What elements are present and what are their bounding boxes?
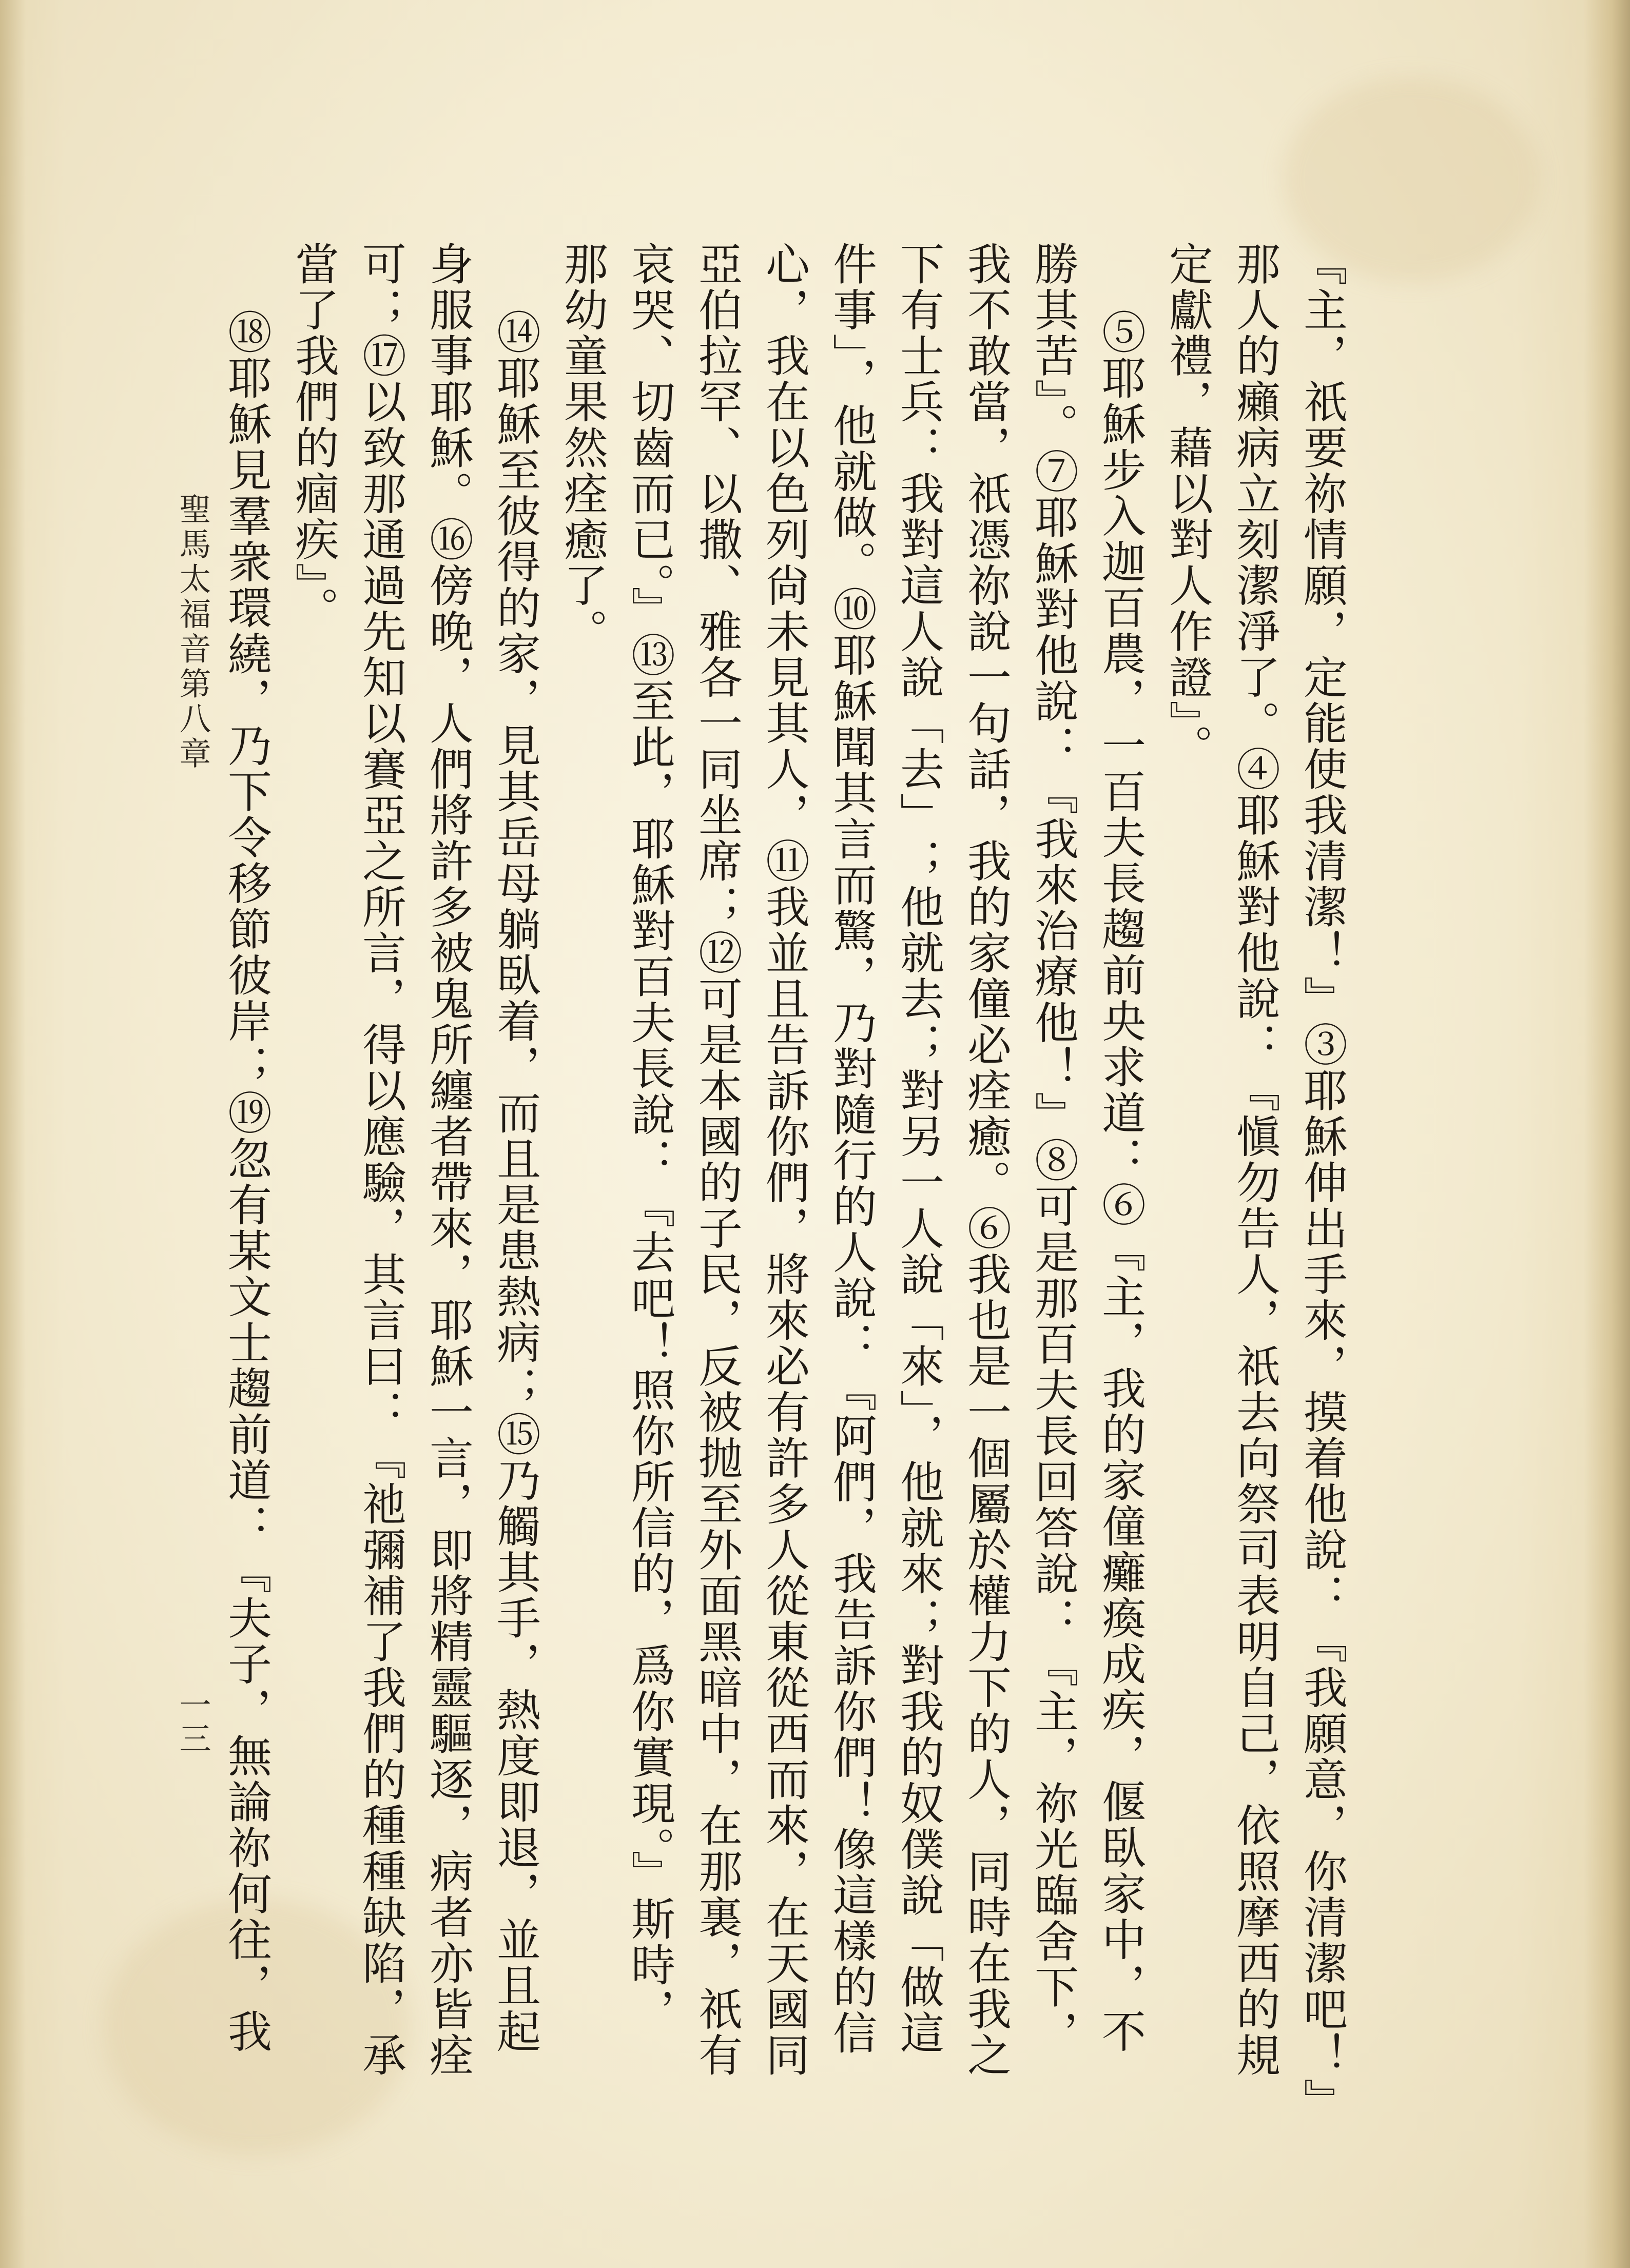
page-right-shadow <box>1584 0 1630 2268</box>
body-text <box>220 241 1355 2140</box>
chapter-label: 第八章 <box>174 667 211 772</box>
running-header <box>169 493 216 772</box>
text-column: 我不敢當，祇憑祢說一句話，我的家僮必痊癒。⑥我也是一個屬於權力下的人，同時在我之 <box>960 241 1011 2078</box>
text-column: 哀哭、切齒而已。』⑬至此，耶穌對百夫長說：『去吧！照你所信的，爲你實現。』斯時， <box>624 241 675 2034</box>
text-column: 勝其苦』。⑦耶穌對他說：『我來治療他！』⑧可是那百夫長回答說：『主，祢光臨舍下， <box>1027 241 1078 2056</box>
text-column: 心，我在以色列尙未見其人，⑪我並且告訴你們，將來必有許多人從東從西而來，在天國同 <box>758 241 809 2078</box>
text-column: 定獻禮，藉以對人作證』。 <box>1161 241 1213 770</box>
text-column: 下有士兵：我對這人說「去」；他就去；對另一人說「來」，他就來；對我的奴僕說「做這 <box>892 241 944 2056</box>
text-column: 亞伯拉罕、以撒、雅各一同坐席；⑫可是本國的子民，反被抛至外面黑暗中，在那裏，祇有 <box>691 241 742 2078</box>
text-column: 身服事耶穌。⑯傍晚，人們將許多被鬼所纏者帶來，耶穌一言，即將精靈驅逐，病者亦皆痊 <box>422 241 473 2078</box>
text-column: ⑭耶穌至彼得的家，見其岳母躺臥着，而且是患熱病；⑮乃觸其手，熱度即退，並且起 <box>489 309 540 2055</box>
text-column: 那幼童果然痊癒了。 <box>556 241 608 655</box>
book-title: 聖馬太福音 <box>174 493 211 667</box>
page-left-shadow <box>0 0 26 2268</box>
page-number: 一三 <box>174 1688 211 1756</box>
text-column: 可；⑰以致那通過先知以賽亞之所言，得以應驗，其言曰：『祂彌補了我們的種種缺陷，承 <box>355 241 406 2078</box>
text-column: 當了我們的痼疾』。 <box>287 241 339 633</box>
text-column: 『主，祇要祢情願，定能使我清潔！』③耶穌伸出手來，摸着他說：『我願意，你清潔吧！』 <box>1296 241 1347 2124</box>
text-column: ⑱耶穌見羣衆環繞，乃下令移節彼岸；⑲忽有某文士趨前道：『夫子，無論祢何往，我 <box>220 309 271 2055</box>
text-column: 件事」，他就做。⑩耶穌聞其言而驚，乃對隨行的人說：『阿們，我告訴你們！像這樣的信 <box>825 241 877 2056</box>
text-column: ⑤耶穌步入迦百農，一百夫長趨前央求道：⑥『主，我的家僮癱瘓成疾，偃臥家中，不 <box>1094 309 1146 2055</box>
text-column: 那人的癩病立刻潔淨了。④耶穌對他說：『愼勿告人，祇去向祭司表明自己，依照摩西的規 <box>1229 241 1280 2078</box>
